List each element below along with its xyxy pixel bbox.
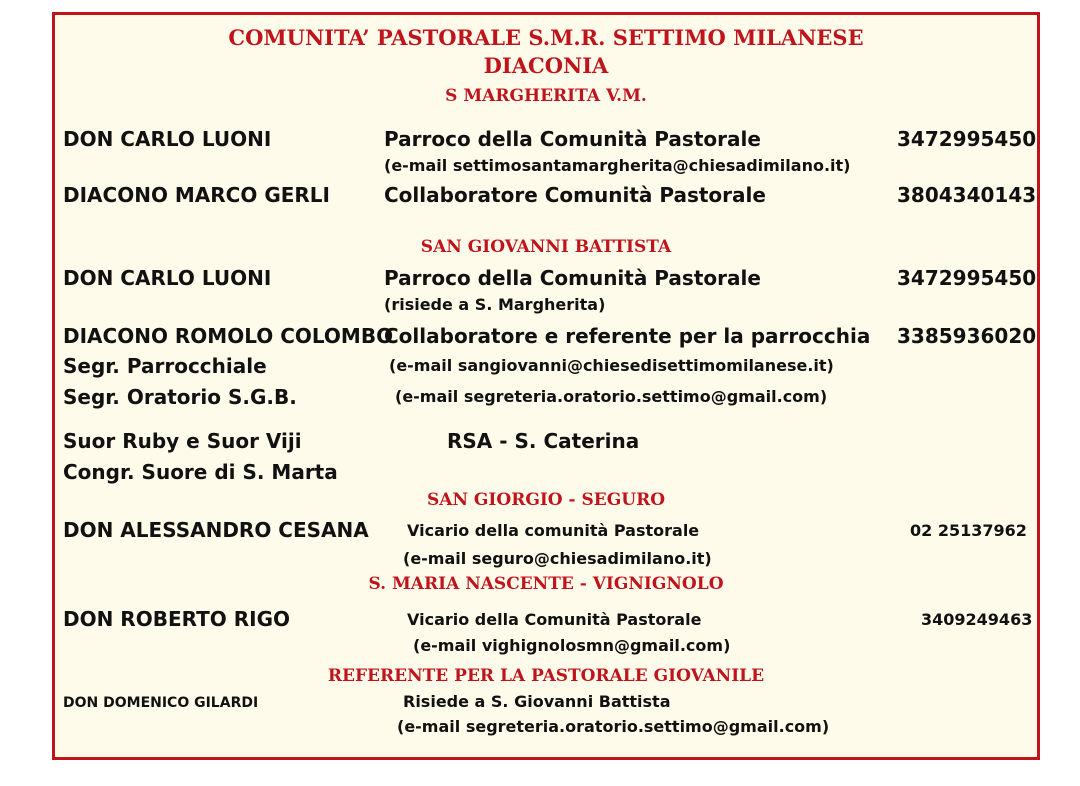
directory-card — [52, 12, 1040, 760]
giovanni-name-2: DIACONO ROMOLO COLOMBO — [63, 324, 394, 348]
maria-email: (e-mail vighignolosmn@gmail.com) — [413, 636, 731, 655]
giovanni-phone-1: 3472995450 — [897, 266, 1037, 290]
giovanni-name-1: DON CARLO LUONI — [63, 266, 272, 290]
margherita-name-2: DIACONO MARCO GERLI — [63, 183, 330, 207]
giovanni-email-oratorio: (e-mail segreteria.oratorio.settimo@gmail.com) — [395, 387, 828, 406]
giovanile-email: (e-mail segreteria.oratorio.settimo@gmail.com) — [397, 717, 830, 736]
giovanni-residence-note: (risiede a S. Margherita) — [384, 295, 606, 314]
margherita-email: (e-mail settimosantamargherita@chiesadimilano.it) — [384, 156, 851, 175]
margherita-name-1: DON CARLO LUONI — [63, 127, 272, 151]
section-title-giovanni: SAN GIOVANNI BATTISTA — [420, 237, 672, 257]
margherita-role-2: Collaboratore Comunità Pastorale — [384, 183, 766, 207]
giorgio-email: (e-mail seguro@chiesadimilano.it) — [403, 549, 712, 568]
maria-name-1: DON ROBERTO RIGO — [63, 607, 290, 631]
maria-phone-1: 3409249463 — [921, 610, 1033, 629]
giovanni-name-5: Suor Ruby e Suor Viji — [63, 429, 302, 453]
giovanni-role-2: Collaboratore e referente per la parrocchia — [384, 324, 871, 348]
maria-role-1: Vicario della Comunità Pastorale — [407, 610, 702, 629]
giovanni-email-parrocchiale: (e-mail sangiovanni@chiesedisettimomilanese.it) — [389, 356, 834, 375]
giovanni-name-3: Segr. Parrocchiale — [63, 354, 267, 378]
margherita-phone-2: 3804340143 — [897, 183, 1037, 207]
section-title-giovanile: REFERENTE PER LA PASTORALE GIOVANILE — [327, 666, 765, 686]
giovanni-role-5: RSA - S. Caterina — [447, 429, 640, 453]
giorgio-role-1: Vicario della comunità Pastorale — [407, 521, 700, 540]
giorgio-phone-1: 02 25137962 — [910, 521, 1027, 540]
giovanni-phone-2: 3385936020 — [897, 324, 1037, 348]
margherita-phone-1: 3472995450 — [897, 127, 1037, 151]
giovanni-name-4: Segr. Oratorio S.G.B. — [63, 385, 297, 409]
margherita-role-1: Parroco della Comunità Pastorale — [384, 127, 761, 151]
giovanni-role-1: Parroco della Comunità Pastorale — [384, 266, 761, 290]
page-subtitle: DIACONIA — [483, 53, 609, 78]
giovanni-name-6: Congr. Suore di S. Marta — [63, 460, 338, 484]
section-title-giorgio: SAN GIORGIO - SEGURO — [426, 490, 666, 510]
giovanile-name-1: DON DOMENICO GILARDI — [63, 695, 259, 711]
section-title-maria: S. MARIA NASCENTE - VIGNIGNOLO — [368, 574, 724, 594]
giovanile-role-1: Risiede a S. Giovanni Battista — [403, 692, 671, 711]
page-title: COMUNITA’ PASTORALE S.M.R. SETTIMO MILANESE — [228, 25, 864, 50]
section-title-margherita: S MARGHERITA V.M. — [445, 86, 647, 106]
giorgio-name-1: DON ALESSANDRO CESANA — [63, 518, 369, 542]
